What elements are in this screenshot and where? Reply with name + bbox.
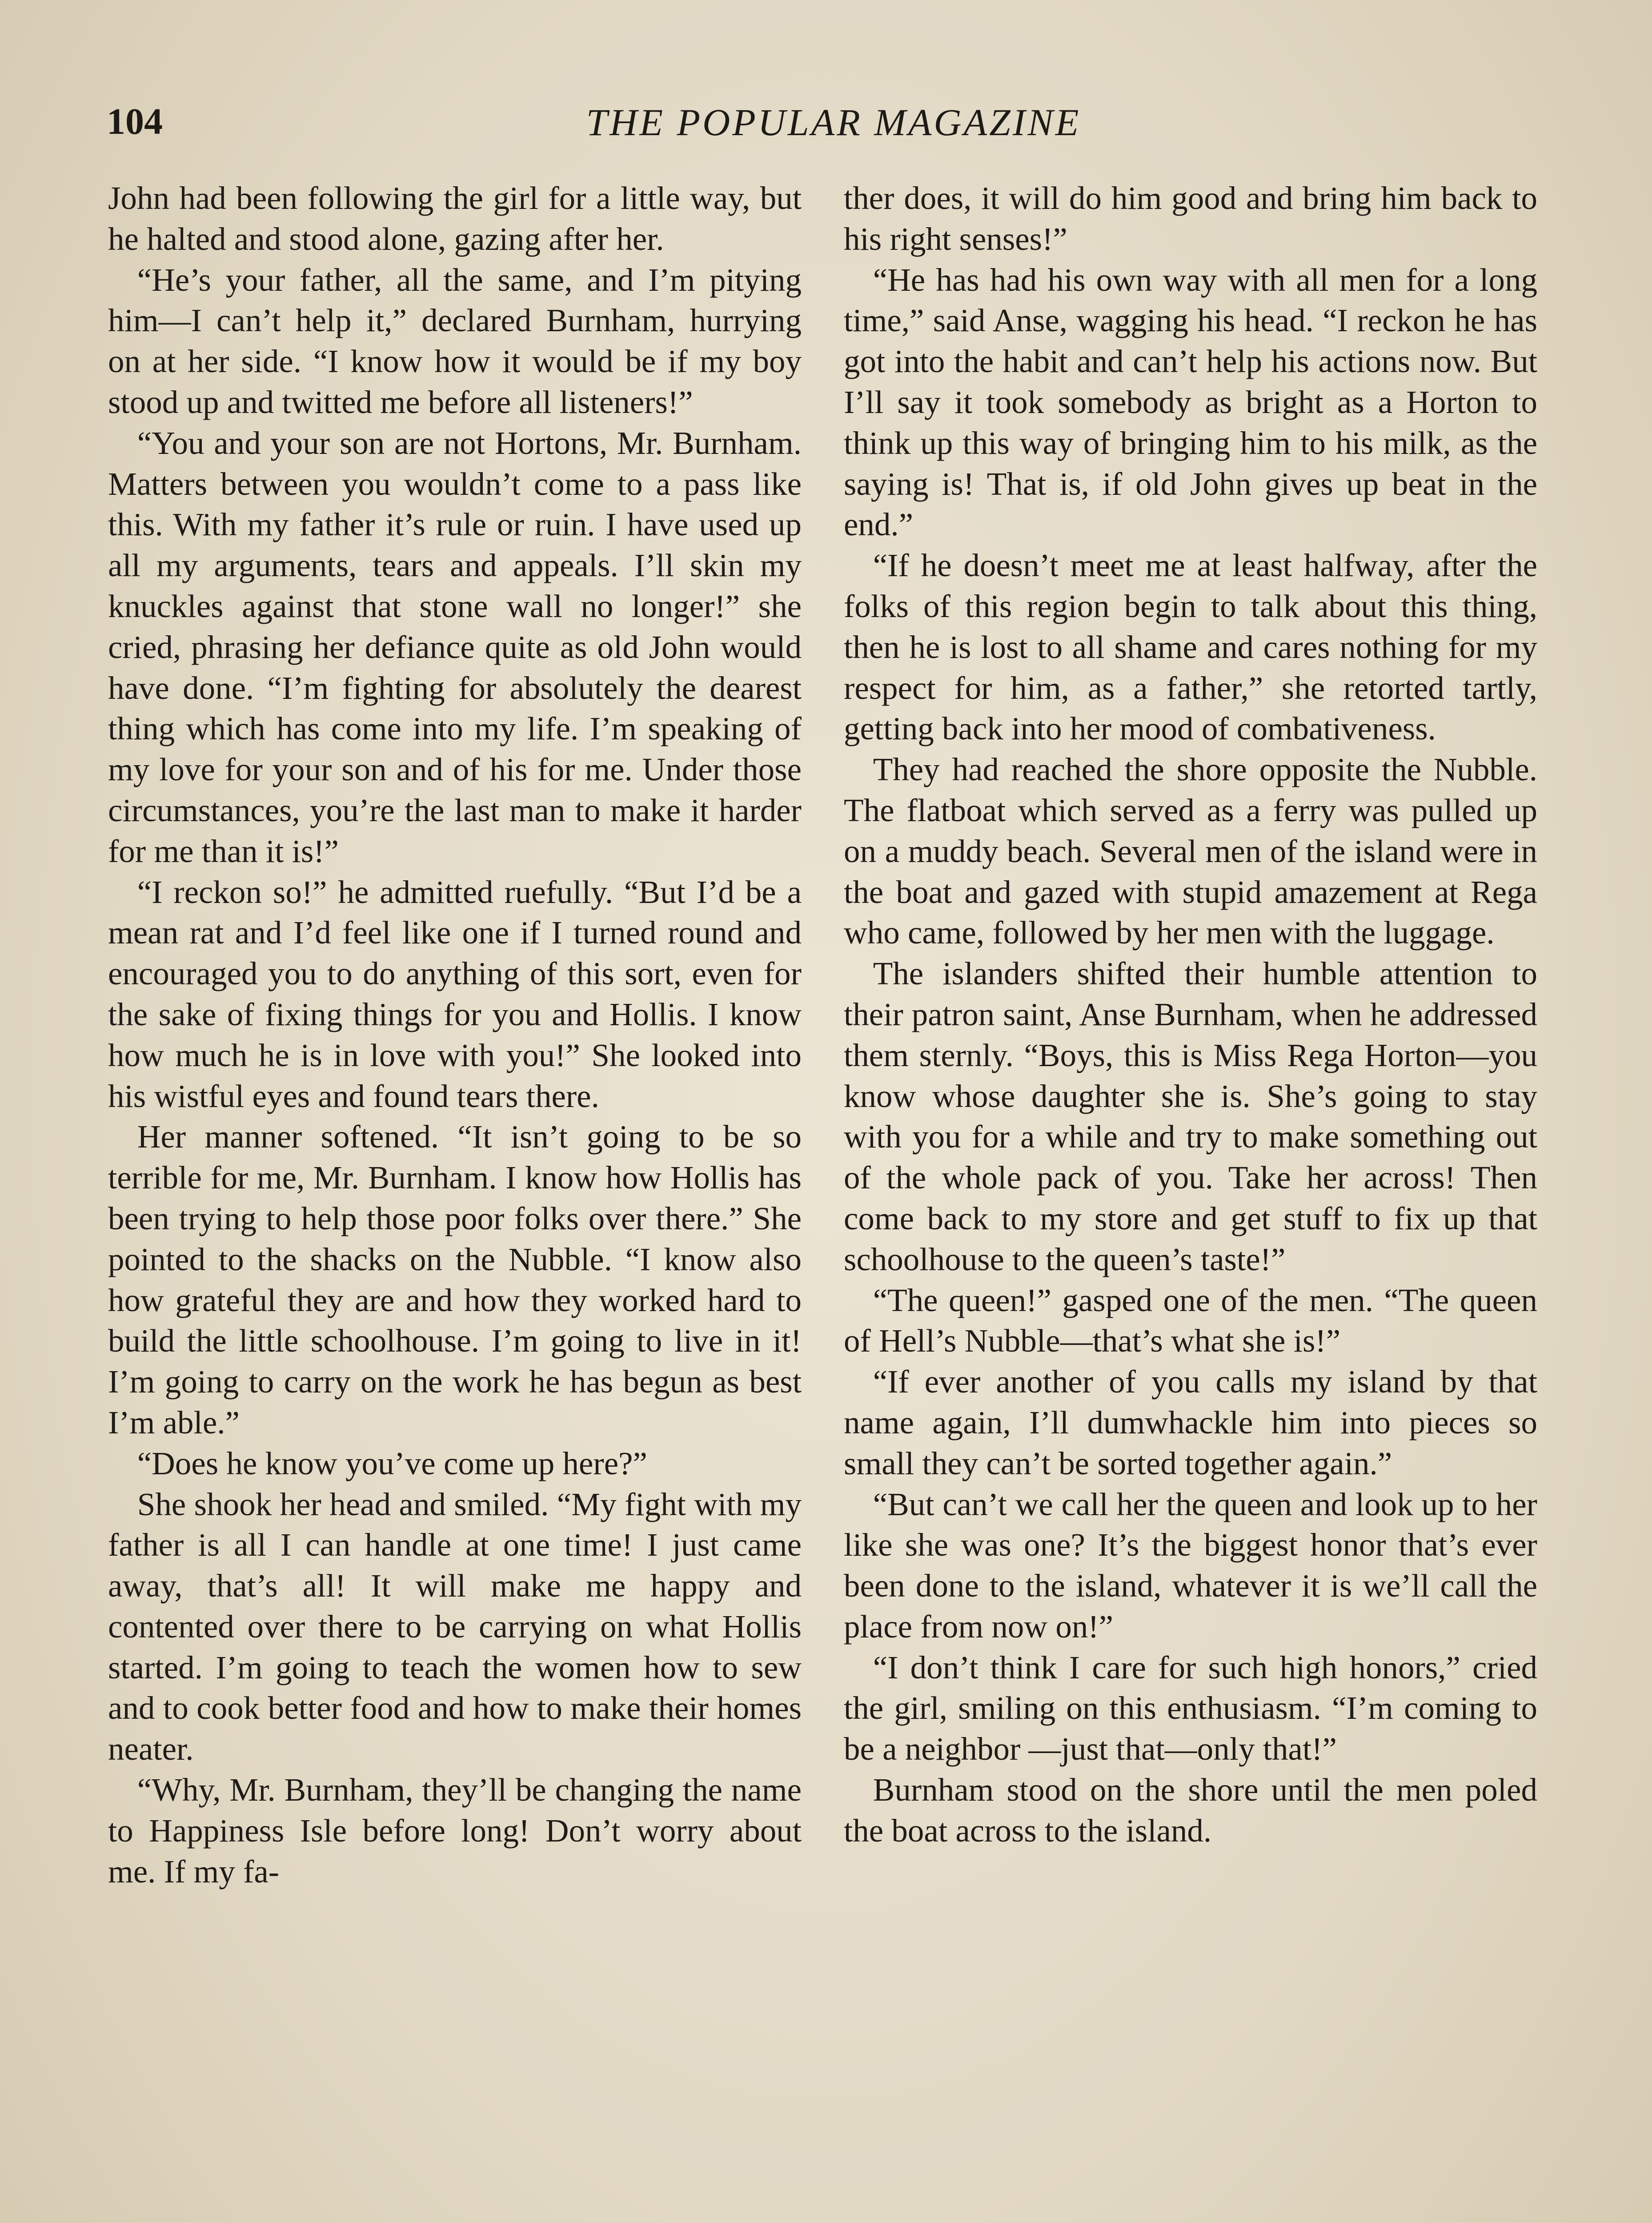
paragraph: She shook her head and smiled. “My fight with my father is all I can handle at one time! I just came away, that’s all! It will make me happy and contented over there to be carrying on what Hollis started. I’m going to teach the women how to sew and to cook better food and how to make their homes neater. bbox=[108, 1486, 802, 1767]
paragraph: “But can’t we call her the queen and look up to her like she was one? It’s the biggest honor that’s ever been done to the island, whatever it is we’ll call the place from now on!” bbox=[844, 1486, 1537, 1645]
paragraph: They had reached the shore opposite the Nubble. The flatboat which served as a ferry was pulled up on a muddy beach. Several men of the island were in the boat and gazed with stupid amazement at Rega who came, followed by her men with the luggage. bbox=[844, 751, 1537, 951]
paragraph: ther does, it will do him good and bring him back to his right senses!” bbox=[844, 180, 1537, 257]
paragraph: “He’s your father, all the same, and I’m pitying him—I can’t help it,” declared Burnham, hurrying on at her side. “I know how it would be if my boy stood up and twitted me before all listeners!” bbox=[108, 261, 802, 420]
right-column bbox=[844, 178, 1537, 2223]
paragraph: John had been following the girl for a little way, but he halted and stood alone, gazing after her. bbox=[108, 180, 802, 257]
paragraph: “The queen!” gasped one of the men. “The queen of Hell’s Nubble—that’s what she is!” bbox=[844, 1282, 1537, 1359]
running-head: THE POPULAR MAGAZINE bbox=[586, 101, 1081, 144]
paragraph: “You and your son are not Hortons, Mr. Burnham. Matters between you wouldn’t come to a pass like this. With my father it’s rule or ruin. I have used up all my arguments, tears and appeals. I’ll skin my knuckles against that stone wall no longer!” she cried, phrasing her defiance quite as old John would have done. “I’m fighting for absolutely the dearest thing which has come into my life. I’m speaking of my love for your son and of his for me. Under those circumstances, you’re the last man to make it harder for me than it is!” bbox=[108, 425, 802, 869]
page-number: 104 bbox=[107, 101, 163, 142]
paragraph: Her manner softened. “It isn’t going to be so terrible for me, Mr. Burnham. I know how Hollis has been trying to help those poor folks over there.” She pointed to the shacks on the Nubble. “I know also how grateful they are and how they worked hard to build the little schoolhouse. I’m going to live in it! I’m going to carry on the work he has begun as best I’m able.” bbox=[108, 1119, 802, 1441]
paragraph: “Does he know you’ve come up here?” bbox=[137, 1445, 647, 1481]
left-column bbox=[108, 178, 802, 2223]
paragraph: “I reckon so!” he admitted ruefully. “But I’d be a mean rat and I’d feel like one if I turned round and encouraged you to do anything of this sort, even for the sake of fixing things for you and Hollis. I know how much he is in love with you!” She looked into his wistful eyes and found tears there. bbox=[108, 874, 802, 1114]
paragraph: “He has had his own way with all men for a long time,” said Anse, wagging his head. “I reckon he has got into the habit and can’t help his actions now. But I’ll say it took somebody as bright as a Horton to think up this way of bringing him to his milk, as the saying is! That is, if old John gives up beat in the end.” bbox=[844, 261, 1537, 543]
page-header bbox=[107, 100, 1560, 153]
paragraph: The islanders shifted their humble attention to their patron saint, Anse Burnham, when he addressed them sternly. “Boys, this is Miss Rega Horton—you know whose daughter she is. She’s going to stay with you for a while and try to make something out of the whole pack of you. Take her across! Then come back to my store and get stuff to fix up that schoolhouse to the queen’s taste!” bbox=[844, 955, 1537, 1277]
paragraph: “I don’t think I care for such high honors,” cried the girl, smiling on this enthusiasm. “I’m coming to be a neighbor —just that—only that!” bbox=[844, 1649, 1537, 1767]
paragraph: “If ever another of you calls my island by that name again, I’ll dumwhackle him into pieces so small they can’t be sorted together again.” bbox=[844, 1364, 1537, 1481]
paragraph: Burnham stood on the shore until the men poled the boat across to the island. bbox=[844, 1772, 1537, 1849]
paragraph: “If he doesn’t meet me at least halfway, after the folks of this region begin to talk about this thing, then he is lost to all shame and cares nothing for my respect for him, as a father,” she retorted tartly, getting back into her mood of combativeness. bbox=[844, 547, 1537, 747]
paragraph: “Why, Mr. Burnham, they’ll be changing the name to Happiness Isle before long! Don’t worry about me. If my fa- bbox=[108, 1772, 802, 1890]
